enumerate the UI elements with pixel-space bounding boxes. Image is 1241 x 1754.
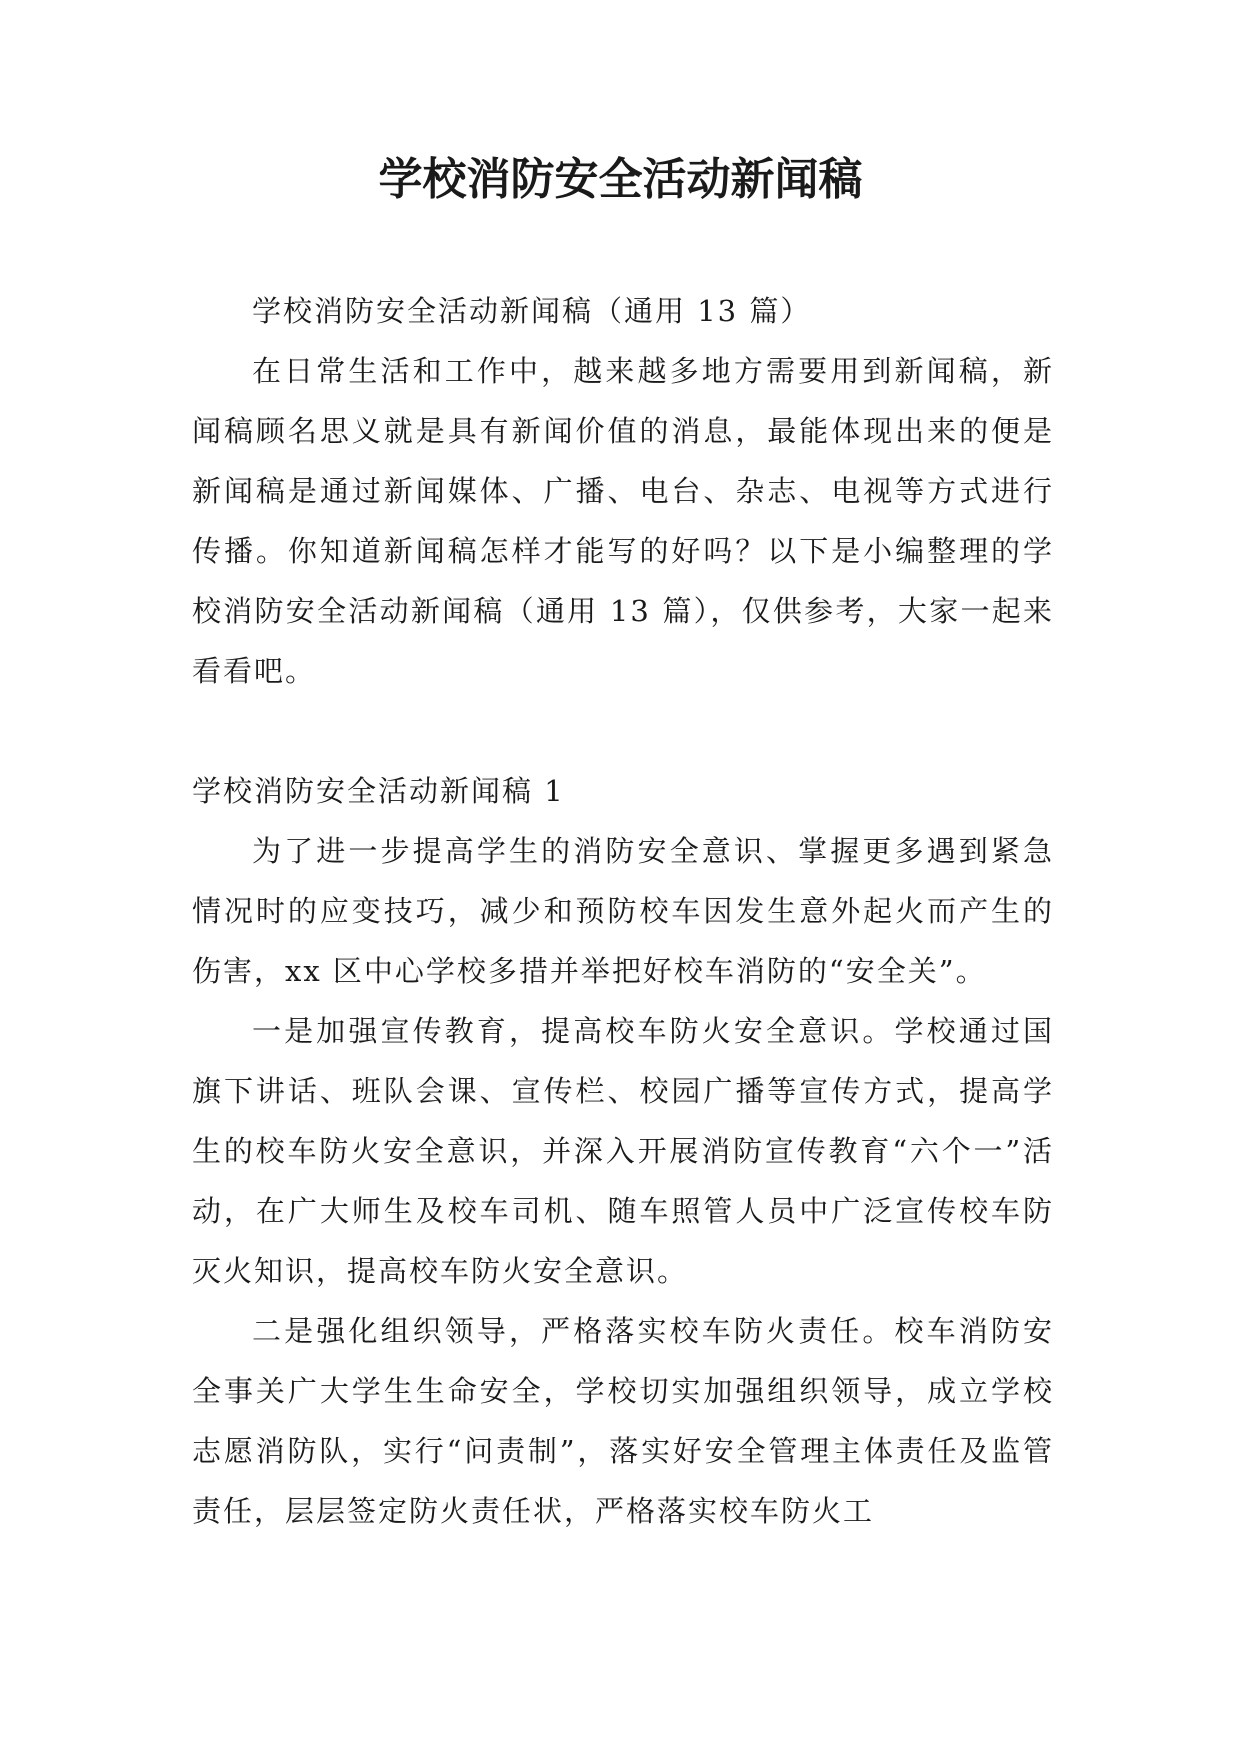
section-spacer [192, 701, 1054, 761]
document-title: 学校消防安全活动新闻稿 [378, 154, 863, 205]
section-heading: 学校消防安全活动新闻稿 1 [192, 774, 565, 808]
intro-paragraph: 在日常生活和工作中，越来越多地方需要用到新闻稿，新闻稿顾名思义就是具有新闻价值的消息，最能体现出来的便是新闻稿是通过新闻媒体、广播、电台、杂志、电视等方式进行传播。你知道新闻稿怎样才能写的好吗？以下是小编整理的学校消防安全活动新闻稿（通用 13 篇），仅供参考，大家一起来看看吧。 [192, 354, 1054, 688]
body-paragraph: 二是强化组织领导，严格落实校车防火责任。校车消防安全事关广大学生生命安全，学校切实加强组织领导，成立学校志愿消防队，实行“问责制”，落实好安全管理主体责任及监管责任，层层签定防火责任状，严格落实校车防火工 [192, 1314, 1054, 1528]
document-body [192, 281, 1054, 1541]
body-paragraph: 为了进一步提高学生的消防安全意识、掌握更多遇到紧急情况时的应变技巧，减少和预防校车因发生意外起火而产生的伤害，xx 区中心学校多措并举把好校车消防的“安全关”。 [192, 834, 1054, 988]
document-subtitle: 学校消防安全活动新闻稿（通用 13 篇） [252, 294, 812, 328]
body-paragraph: 一是加强宣传教育，提高校车防火安全意识。学校通过国旗下讲话、班队会课、宣传栏、校园广播等宣传方式，提高学生的校车防火安全意识，并深入开展消防宣传教育“六个一”活动，在广大师生及校车司机、随车照管人员中广泛宣传校车防灭火知识，提高校车防火安全意识。 [192, 1014, 1054, 1288]
